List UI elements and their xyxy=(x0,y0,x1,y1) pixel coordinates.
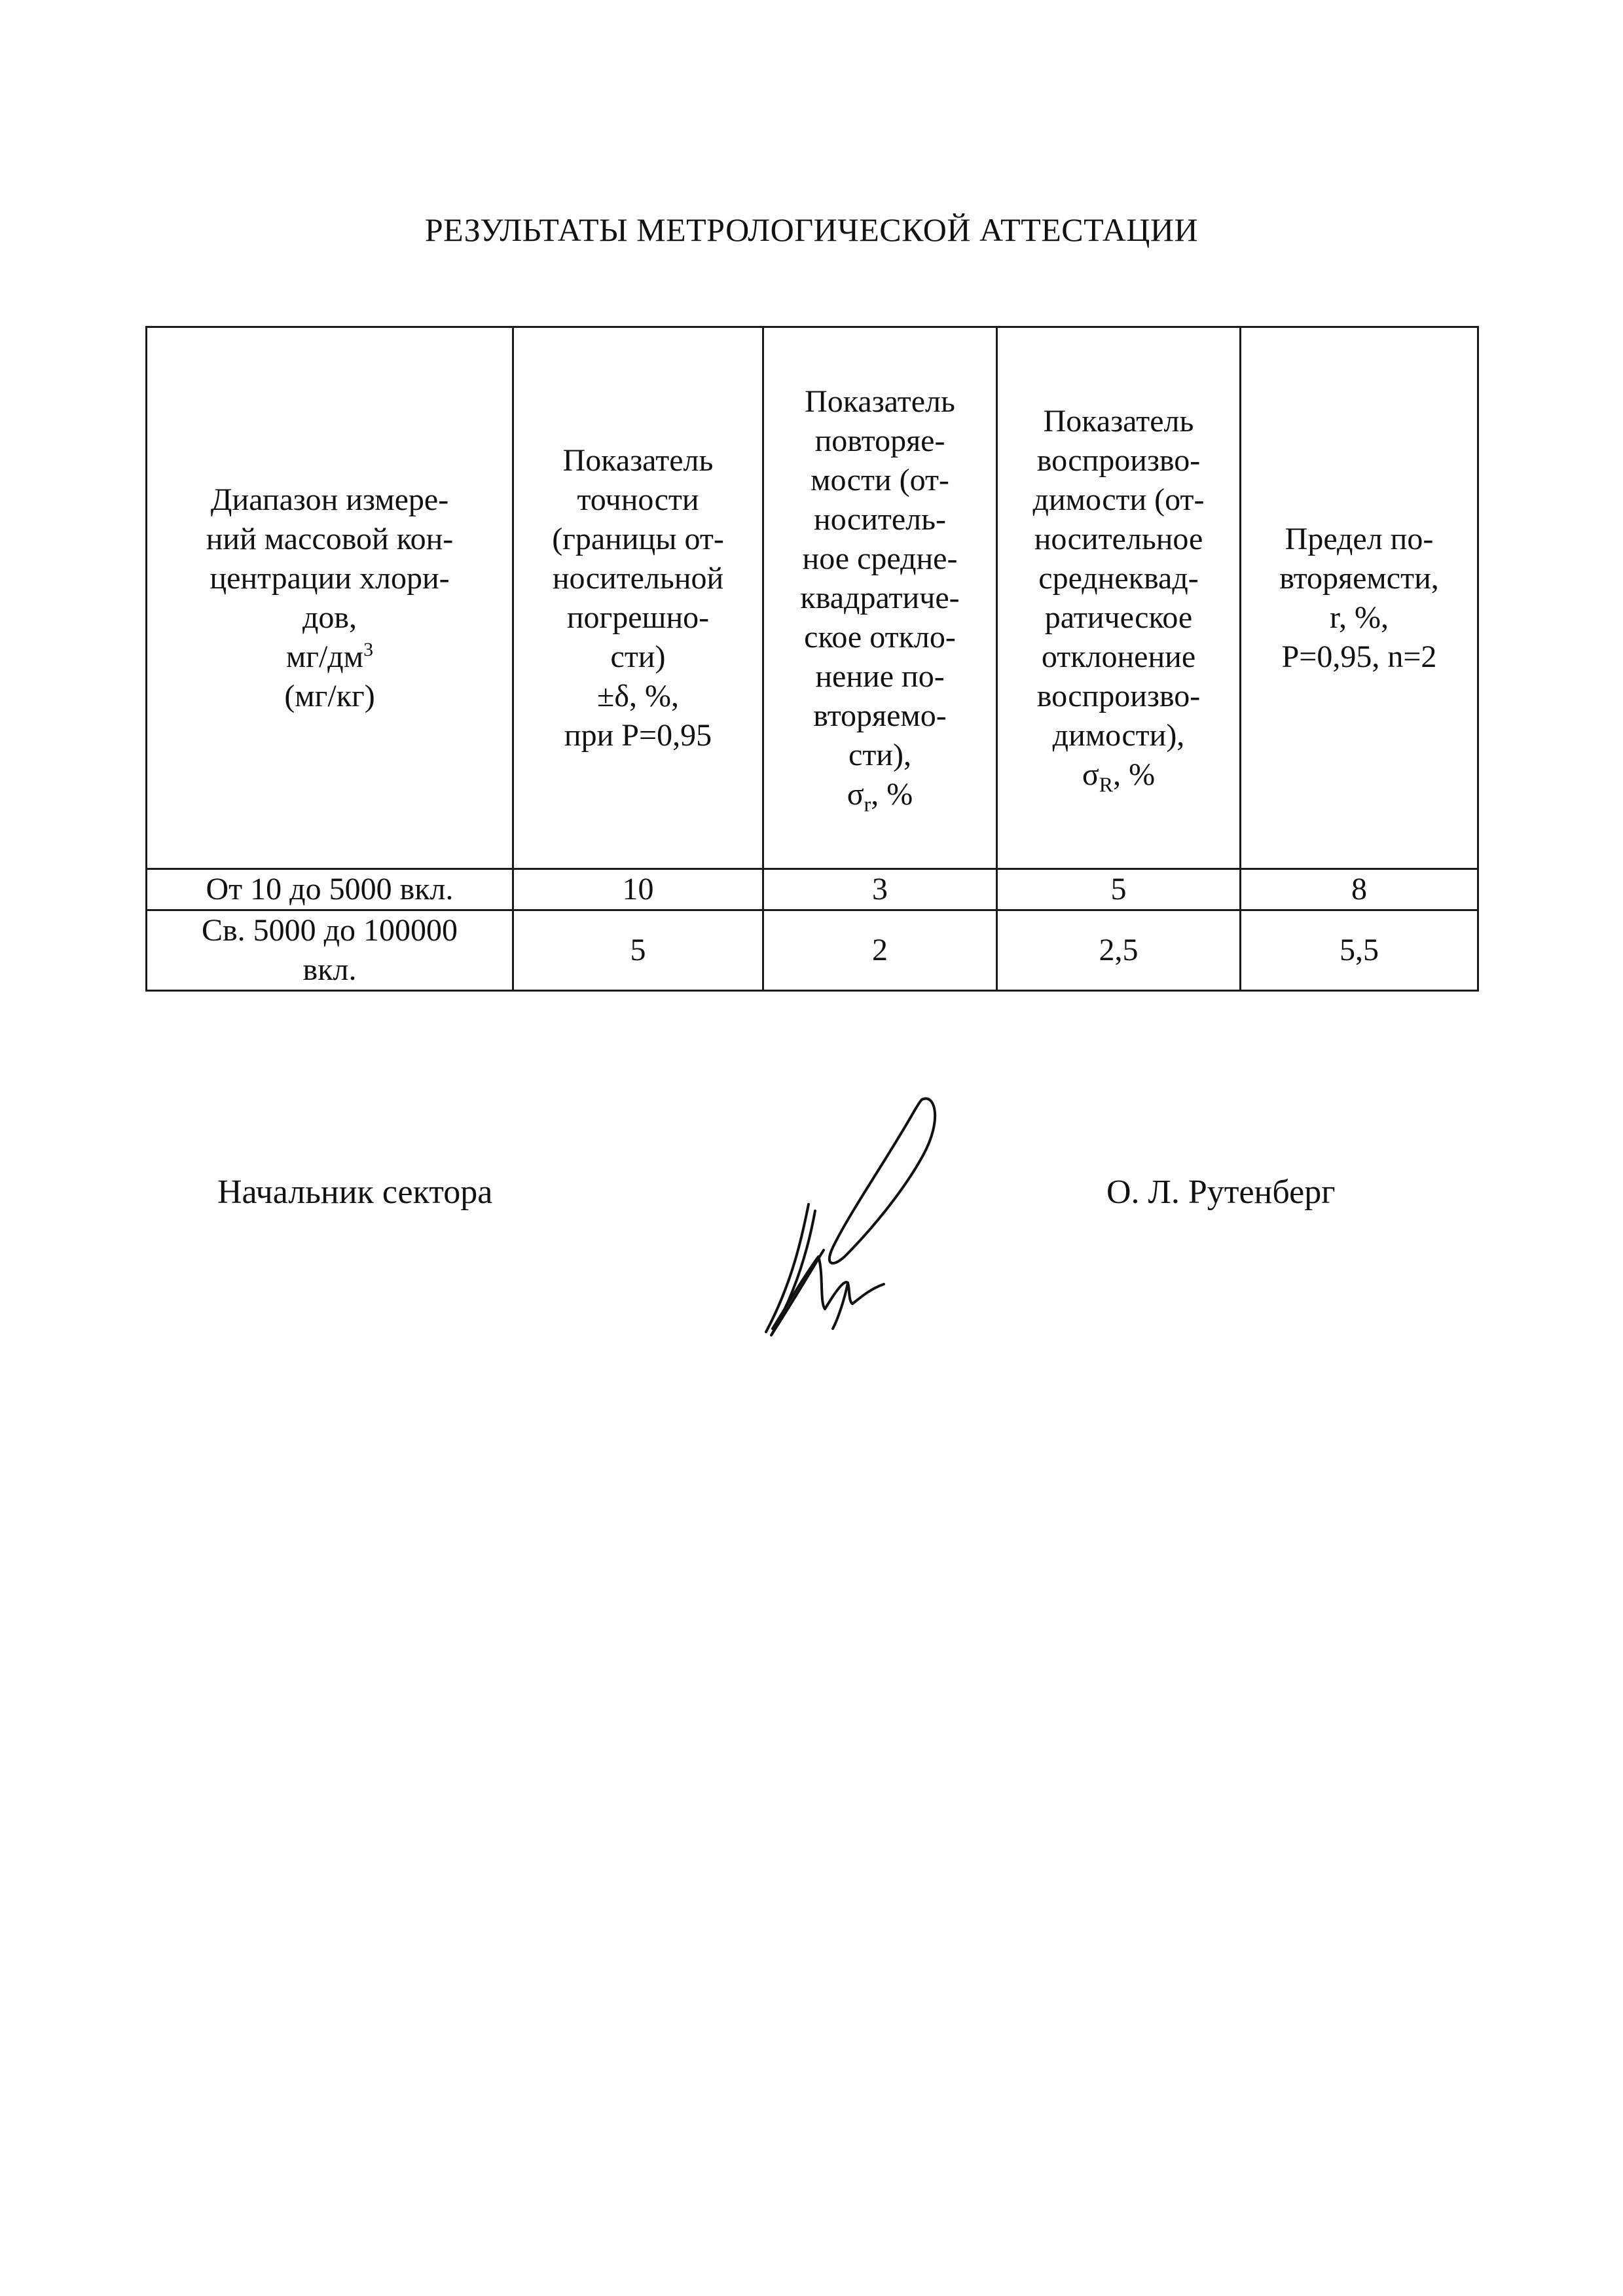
sigma-R-label: $\sigma_R$, % xyxy=(1082,757,1156,797)
metrology-results-table xyxy=(145,326,1479,992)
signatory-position: Начальник сектора xyxy=(217,1174,493,1211)
header-accuracy: Показатель точности (границы от- носительной погрешно- сти) ±δ, %, при P=0,95 xyxy=(513,327,763,869)
range-cell: От 10 до 5000 вкл. xyxy=(147,869,513,910)
reproducibility-cell: 5 xyxy=(997,869,1241,910)
accuracy-cell: 10 xyxy=(513,869,763,910)
repeatability-cell: 3 xyxy=(763,869,997,910)
header-range: Диапазон измере- ний массовой кон- центрации хлори- дов, $мг/дм^3$ (мг/кг) xyxy=(147,327,513,869)
repeatability-cell: 2 xyxy=(763,910,997,991)
document-title: РЕЗУЛЬТАТЫ МЕТРОЛОГИЧЕСКОЙ АТТЕСТАЦИИ xyxy=(424,211,1199,248)
limit-cell: 8 xyxy=(1241,869,1478,910)
limit-cell: 5,5 xyxy=(1241,910,1478,991)
unit-label: $мг/дм^3$ xyxy=(285,638,374,674)
table-row xyxy=(147,910,1478,991)
header-reproducibility: Показатель воспроизво- димости (от- носительное среднеквад- ратическое отклонение воспроизво- димости), $\sigma_R$, % xyxy=(997,327,1241,869)
accuracy-cell: 5 xyxy=(513,910,763,991)
signatory-name: О. Л. Рутенберг xyxy=(1106,1174,1336,1211)
handwritten-signature xyxy=(746,1093,956,1342)
table-row xyxy=(147,869,1478,910)
sigma-r-label: $\sigma_r$, % xyxy=(847,776,913,816)
table-header-row xyxy=(147,327,1478,869)
header-repeatability: Показатель повторяе- мости (от- носитель- ное средне- квадратиче- ское откло- нение по- вторяемо- сти), $\sigma_r$, % xyxy=(763,327,997,869)
range-cell: Св. 5000 до 100000 вкл. xyxy=(147,910,513,991)
reproducibility-cell: 2,5 xyxy=(997,910,1241,991)
header-repeatability-limit: Предел по- вторяемсти, r, %, P=0,95, n=2 xyxy=(1241,327,1478,869)
